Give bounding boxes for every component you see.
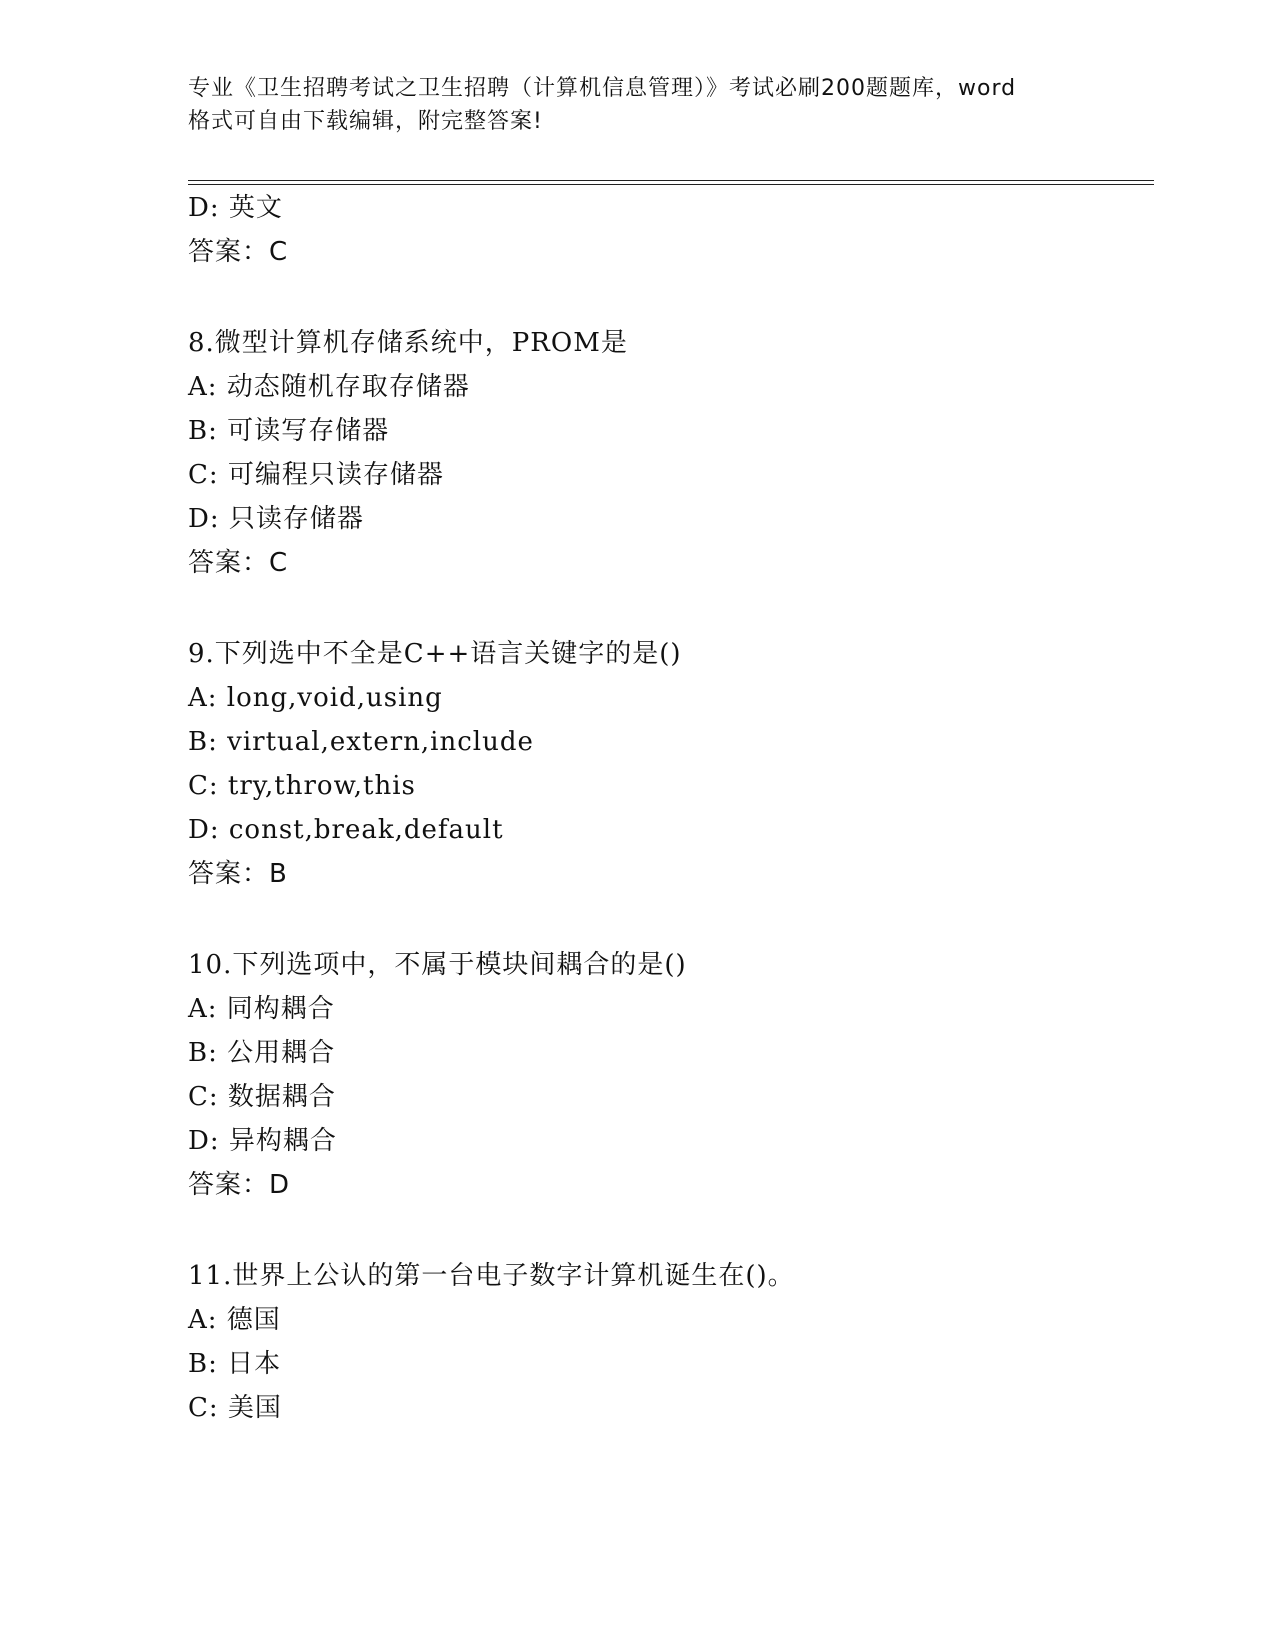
- q9-option-c: C: try,throw,this: [188, 771, 416, 801]
- q10-option-b: B: 公用耦合: [188, 1038, 336, 1068]
- prev-answer: 答案：C: [188, 237, 289, 267]
- q9-answer: 答案：B: [188, 859, 288, 889]
- q8-option-d: D: 只读存储器: [188, 504, 364, 534]
- q10-option-d: D: 异构耦合: [188, 1126, 337, 1156]
- q9-option-b: B: virtual,extern,include: [188, 727, 534, 757]
- q10-option-a: A: 同构耦合: [188, 994, 335, 1024]
- header-line-1: 专业《卫生招聘考试之卫生招聘（计算机信息管理）》考试必刷200题题库，word: [188, 76, 1017, 101]
- header-line-2: 格式可自由下载编辑，附完整答案!: [188, 109, 543, 134]
- q8-option-a: A: 动态随机存取存储器: [188, 372, 470, 402]
- prev-option-d: D: 英文: [188, 193, 283, 223]
- q8-question: 8.微型计算机存储系统中，PROM是: [188, 328, 628, 358]
- q8-option-c: C: 可编程只读存储器: [188, 460, 444, 490]
- q11-question: 11.世界上公认的第一台电子数字计算机诞生在()。: [188, 1261, 795, 1291]
- q11-option-b: B: 日本: [188, 1349, 282, 1379]
- q9-option-a: A: long,void,using: [188, 683, 443, 713]
- q11-option-a: A: 德国: [188, 1305, 281, 1335]
- header-divider-top: [188, 180, 1154, 181]
- q10-answer: 答案：D: [188, 1170, 291, 1200]
- q10-question: 10.下列选项中，不属于模块间耦合的是(): [188, 950, 687, 980]
- q9-question: 9.下列选中不全是C++语言关键字的是(): [188, 639, 682, 669]
- q9-option-d: D: const,break,default: [188, 815, 504, 845]
- q10-option-c: C: 数据耦合: [188, 1082, 336, 1112]
- header-divider-bottom: [188, 184, 1154, 185]
- q8-option-b: B: 可读写存储器: [188, 416, 390, 446]
- document-header: [188, 72, 1088, 138]
- q8-answer: 答案：C: [188, 548, 289, 578]
- q11-option-c: C: 美国: [188, 1393, 282, 1423]
